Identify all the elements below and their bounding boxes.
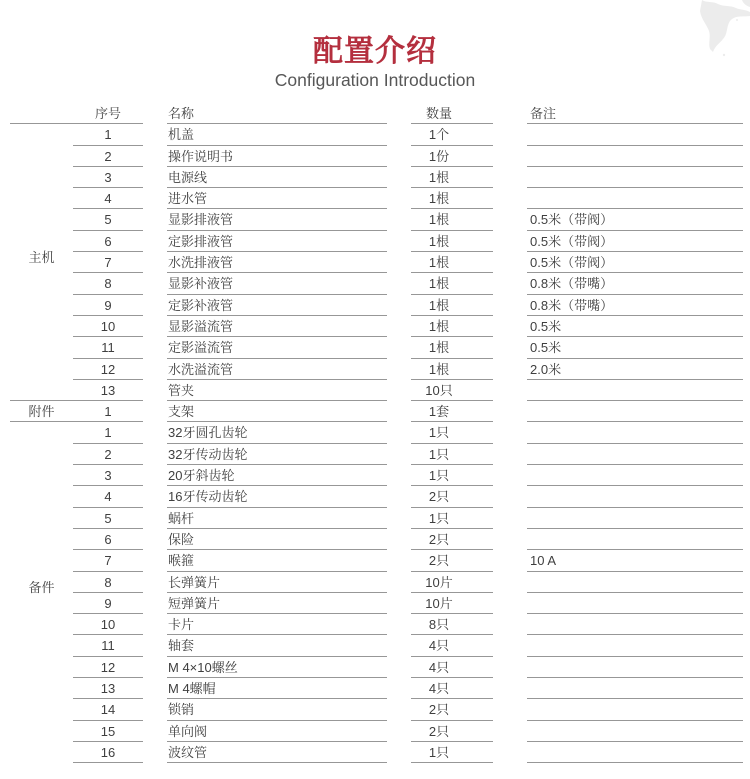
cell-qty: 1根 (411, 231, 493, 252)
table-row (10, 699, 743, 720)
cell-index: 11 (73, 337, 143, 358)
cell-index: 9 (73, 295, 143, 316)
column-gap (387, 444, 411, 465)
cell-qty: 10只 (411, 380, 493, 401)
column-gap (493, 146, 527, 167)
column-gap (387, 572, 411, 593)
cell-index: 10 (73, 614, 143, 635)
column-gap (143, 635, 167, 656)
table-row (10, 550, 743, 571)
group-label: 附件 (28, 404, 55, 420)
table-header-row (10, 103, 743, 124)
column-gap (143, 742, 167, 763)
table-row (10, 146, 743, 167)
cell-note (527, 401, 743, 422)
column-gap (143, 721, 167, 742)
cell-index: 6 (73, 231, 143, 252)
column-gap (143, 188, 167, 209)
header-qty: 数量 (411, 103, 493, 124)
table-row (10, 252, 743, 273)
cell-index: 10 (73, 316, 143, 337)
cell-qty: 4只 (411, 678, 493, 699)
column-gap (387, 678, 411, 699)
cell-name: 长弹簧片 (167, 572, 387, 593)
table-row (10, 572, 743, 593)
cell-index: 4 (73, 188, 143, 209)
column-gap (143, 508, 167, 529)
cell-index: 12 (73, 359, 143, 380)
cell-note: 0.8米（带嘴） (527, 273, 743, 294)
group-column-cell (10, 209, 73, 230)
column-gap (143, 614, 167, 635)
group-column-cell (10, 550, 73, 571)
table-row (10, 124, 743, 145)
cell-note (527, 188, 743, 209)
cell-index: 4 (73, 486, 143, 507)
cell-name: 电源线 (167, 167, 387, 188)
column-gap (143, 529, 167, 550)
column-gap (387, 550, 411, 571)
cell-qty: 2只 (411, 550, 493, 571)
column-gap (143, 103, 167, 124)
table-row (10, 742, 743, 763)
cell-name: M 4×10螺丝 (167, 657, 387, 678)
cell-qty: 2只 (411, 486, 493, 507)
cell-qty: 1根 (411, 337, 493, 358)
cell-note (527, 721, 743, 742)
column-gap (387, 508, 411, 529)
column-gap (387, 209, 411, 230)
column-gap (493, 678, 527, 699)
column-gap (387, 295, 411, 316)
cell-index: 8 (73, 273, 143, 294)
cell-note: 0.5米（带阀） (527, 231, 743, 252)
cell-note (527, 593, 743, 614)
group-column-cell (10, 721, 73, 742)
cell-index: 2 (73, 146, 143, 167)
cell-qty: 1根 (411, 295, 493, 316)
table-row (10, 167, 743, 188)
cell-qty: 1根 (411, 252, 493, 273)
column-gap (143, 167, 167, 188)
group-column-cell (10, 486, 73, 507)
table-row (10, 231, 743, 252)
group-column-cell (10, 146, 73, 167)
cell-name: 16牙传动齿轮 (167, 486, 387, 507)
group-column-cell (10, 614, 73, 635)
cell-name: 锁销 (167, 699, 387, 720)
cell-name: 轴套 (167, 635, 387, 656)
cell-note (527, 635, 743, 656)
group-column-cell (10, 188, 73, 209)
cell-note: 10 A (527, 550, 743, 571)
table-row (10, 508, 743, 529)
column-gap (493, 422, 527, 443)
group-column-cell (10, 422, 73, 443)
cell-name: 20牙斜齿轮 (167, 465, 387, 486)
column-gap (387, 593, 411, 614)
column-gap (493, 550, 527, 571)
table-row (10, 486, 743, 507)
cell-index: 5 (73, 209, 143, 230)
cell-qty: 1只 (411, 422, 493, 443)
column-gap (387, 401, 411, 422)
table-row (10, 209, 743, 230)
column-gap (143, 146, 167, 167)
table-row (10, 678, 743, 699)
cell-name: 短弹簧片 (167, 593, 387, 614)
cell-name: 水洗溢流管 (167, 359, 387, 380)
column-gap (387, 337, 411, 358)
column-gap (387, 635, 411, 656)
cell-index: 15 (73, 721, 143, 742)
group-column-cell (10, 124, 73, 145)
cell-name: 蜗杆 (167, 508, 387, 529)
table-row (10, 422, 743, 443)
header-index: 序号 (73, 103, 143, 124)
column-gap (493, 742, 527, 763)
group-column-cell (10, 273, 73, 294)
table-row (10, 295, 743, 316)
cell-name: 定影溢流管 (167, 337, 387, 358)
cell-name: 32牙传动齿轮 (167, 444, 387, 465)
cell-note: 0.8米（带嘴） (527, 295, 743, 316)
table-row (10, 529, 743, 550)
cell-name: 机盖 (167, 124, 387, 145)
group-column-cell (10, 678, 73, 699)
cell-name: 保险 (167, 529, 387, 550)
cell-qty: 1套 (411, 401, 493, 422)
cell-qty: 4只 (411, 635, 493, 656)
cell-index: 5 (73, 508, 143, 529)
header-group-cell (10, 103, 73, 124)
column-gap (143, 209, 167, 230)
cell-qty: 1只 (411, 508, 493, 529)
column-gap (493, 572, 527, 593)
column-gap (493, 465, 527, 486)
cell-note (527, 380, 743, 401)
column-gap (143, 657, 167, 678)
group-column-cell (10, 316, 73, 337)
cell-note (527, 572, 743, 593)
column-gap (143, 699, 167, 720)
group-column-cell (10, 295, 73, 316)
table-row (10, 657, 743, 678)
cell-name: 进水管 (167, 188, 387, 209)
cell-qty: 1根 (411, 273, 493, 294)
column-gap (387, 380, 411, 401)
column-gap (143, 295, 167, 316)
cell-note (527, 657, 743, 678)
table-row (10, 359, 743, 380)
cell-name: 水洗排液管 (167, 252, 387, 273)
column-gap (493, 635, 527, 656)
column-gap (493, 337, 527, 358)
column-gap (387, 699, 411, 720)
cell-note (527, 124, 743, 145)
cell-qty: 1根 (411, 188, 493, 209)
column-gap (143, 486, 167, 507)
column-gap (143, 231, 167, 252)
cell-note (527, 678, 743, 699)
column-gap (493, 273, 527, 294)
table-row (10, 188, 743, 209)
column-gap (493, 614, 527, 635)
page-title: 配置介绍 (313, 35, 437, 68)
cell-index: 1 (73, 422, 143, 443)
column-gap (493, 209, 527, 230)
column-gap (143, 273, 167, 294)
column-gap (143, 572, 167, 593)
page-subtitle: Configuration Introduction (274, 70, 476, 90)
cell-qty: 8只 (411, 614, 493, 635)
table-row (10, 273, 743, 294)
column-gap (143, 252, 167, 273)
configuration-table (10, 103, 743, 763)
column-gap (143, 359, 167, 380)
cell-qty: 2只 (411, 699, 493, 720)
cell-qty: 1只 (411, 444, 493, 465)
map-island-dot (736, 19, 738, 21)
cell-name: 波纹管 (167, 742, 387, 763)
cell-qty: 1只 (411, 465, 493, 486)
group-column-cell (10, 444, 73, 465)
column-gap (387, 657, 411, 678)
cell-qty: 1根 (411, 316, 493, 337)
table-row (10, 721, 743, 742)
column-gap (387, 252, 411, 273)
cell-note: 0.5米 (527, 316, 743, 337)
cell-index: 13 (73, 678, 143, 699)
cell-note (527, 167, 743, 188)
cell-note (527, 465, 743, 486)
cell-name: 显影补液管 (167, 273, 387, 294)
cell-note (527, 742, 743, 763)
cell-index: 3 (73, 465, 143, 486)
cell-index: 7 (73, 252, 143, 273)
table-row (10, 337, 743, 358)
column-gap (493, 231, 527, 252)
table-row (10, 465, 743, 486)
cell-index: 14 (73, 699, 143, 720)
cell-name: 喉箍 (167, 550, 387, 571)
group-column-cell (10, 359, 73, 380)
cell-note (527, 444, 743, 465)
table-row (10, 401, 743, 422)
column-gap (387, 316, 411, 337)
group-column-cell (10, 508, 73, 529)
column-gap (143, 550, 167, 571)
column-gap (493, 529, 527, 550)
column-gap (143, 380, 167, 401)
cell-name: 显影溢流管 (167, 316, 387, 337)
cell-qty: 1个 (411, 124, 493, 145)
cell-qty: 1根 (411, 209, 493, 230)
cell-index: 1 (73, 401, 143, 422)
cell-index: 9 (73, 593, 143, 614)
group-column-cell (10, 742, 73, 763)
column-gap (143, 465, 167, 486)
column-gap (143, 593, 167, 614)
cell-index: 2 (73, 444, 143, 465)
table-row (10, 635, 743, 656)
column-gap (493, 401, 527, 422)
cell-name: 32牙圆孔齿轮 (167, 422, 387, 443)
cell-qty: 1根 (411, 359, 493, 380)
cell-index: 3 (73, 167, 143, 188)
column-gap (387, 103, 411, 124)
column-gap (387, 465, 411, 486)
column-gap (493, 124, 527, 145)
cell-qty: 1根 (411, 167, 493, 188)
cell-qty: 2只 (411, 721, 493, 742)
group-label: 备件 (28, 580, 55, 596)
cell-name: 定影补液管 (167, 295, 387, 316)
cell-name: M 4螺帽 (167, 678, 387, 699)
cell-index: 11 (73, 635, 143, 656)
cell-note: 0.5米（带阀） (527, 209, 743, 230)
map-corner-shape (742, 0, 750, 7)
header-name: 名称 (167, 103, 387, 124)
cell-index: 12 (73, 657, 143, 678)
group-column-cell (10, 657, 73, 678)
group-column-cell (10, 380, 73, 401)
table-row (10, 593, 743, 614)
column-gap (493, 486, 527, 507)
cell-index: 6 (73, 529, 143, 550)
cell-note (527, 699, 743, 720)
column-gap (493, 252, 527, 273)
column-gap (493, 295, 527, 316)
cell-note (527, 486, 743, 507)
column-gap (387, 231, 411, 252)
cell-name: 支架 (167, 401, 387, 422)
group-column-cell (10, 635, 73, 656)
column-gap (387, 486, 411, 507)
cell-note (527, 422, 743, 443)
group-label: 主机 (28, 250, 55, 266)
cell-note (527, 146, 743, 167)
group-column-cell (10, 465, 73, 486)
table-row (10, 614, 743, 635)
column-gap (493, 380, 527, 401)
column-gap (143, 337, 167, 358)
column-gap (387, 188, 411, 209)
header-note: 备注 (527, 103, 743, 124)
group-column-cell (10, 337, 73, 358)
column-gap (493, 699, 527, 720)
column-gap (143, 678, 167, 699)
cell-name: 卡片 (167, 614, 387, 635)
table-row (10, 444, 743, 465)
cell-qty: 10片 (411, 572, 493, 593)
group-column-cell (10, 167, 73, 188)
cell-qty: 4只 (411, 657, 493, 678)
cell-name: 定影排液管 (167, 231, 387, 252)
cell-index: 8 (73, 572, 143, 593)
column-gap (387, 146, 411, 167)
group-column-cell (10, 529, 73, 550)
column-gap (387, 273, 411, 294)
cell-note (527, 529, 743, 550)
column-gap (143, 316, 167, 337)
column-gap (143, 444, 167, 465)
column-gap (387, 742, 411, 763)
cell-note (527, 508, 743, 529)
column-gap (493, 103, 527, 124)
column-gap (387, 124, 411, 145)
column-gap (143, 422, 167, 443)
column-gap (493, 188, 527, 209)
cell-qty: 1份 (411, 146, 493, 167)
column-gap (143, 401, 167, 422)
cell-index: 13 (73, 380, 143, 401)
cell-index: 16 (73, 742, 143, 763)
cell-note: 2.0米 (527, 359, 743, 380)
column-gap (493, 508, 527, 529)
cell-qty: 1只 (411, 742, 493, 763)
column-gap (387, 359, 411, 380)
column-gap (493, 316, 527, 337)
cell-index: 1 (73, 124, 143, 145)
cell-note (527, 614, 743, 635)
column-gap (387, 614, 411, 635)
cell-name: 操作说明书 (167, 146, 387, 167)
column-gap (493, 359, 527, 380)
column-gap (387, 529, 411, 550)
cell-note: 0.5米 (527, 337, 743, 358)
cell-note: 0.5米（带阀） (527, 252, 743, 273)
cell-name: 显影排液管 (167, 209, 387, 230)
table-row (10, 380, 743, 401)
column-gap (387, 167, 411, 188)
column-gap (143, 124, 167, 145)
cell-qty: 2只 (411, 529, 493, 550)
cell-name: 单向阀 (167, 721, 387, 742)
cell-name: 管夹 (167, 380, 387, 401)
column-gap (493, 593, 527, 614)
column-gap (493, 657, 527, 678)
column-gap (493, 167, 527, 188)
cell-qty: 10片 (411, 593, 493, 614)
column-gap (387, 721, 411, 742)
column-gap (387, 422, 411, 443)
column-gap (493, 721, 527, 742)
cell-index: 7 (73, 550, 143, 571)
column-gap (493, 444, 527, 465)
table-row (10, 316, 743, 337)
group-column-cell (10, 699, 73, 720)
